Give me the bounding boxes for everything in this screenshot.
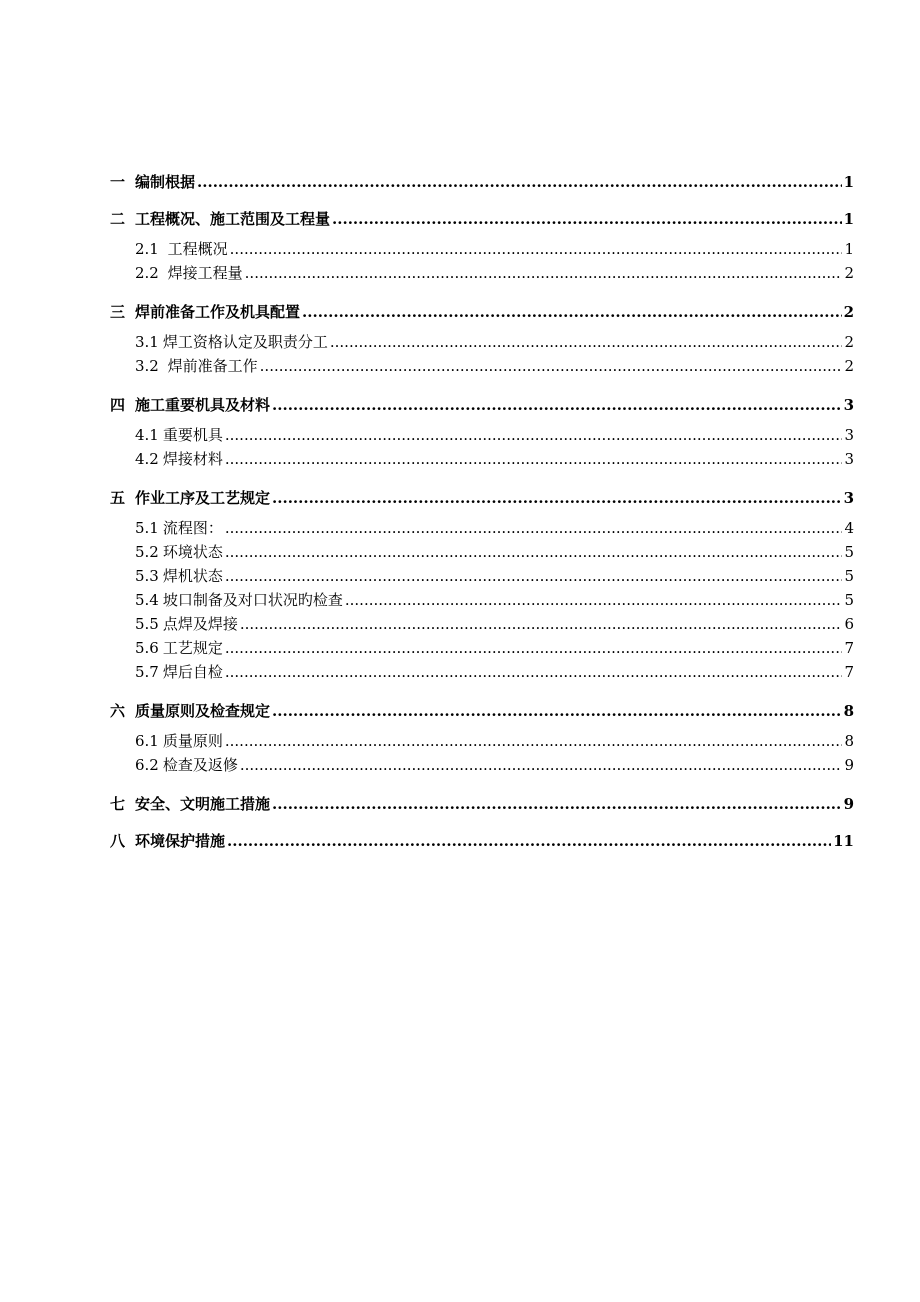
toc-entry-title — [110, 829, 225, 853]
toc-section-number: 八 — [110, 832, 126, 850]
dot-leader — [227, 829, 831, 853]
toc-section-title: 编制根据 — [135, 173, 196, 191]
toc-entry-title — [135, 753, 238, 777]
toc-subsection-number: 2.2 — [135, 264, 159, 282]
toc-subsection-title: 焊接材料 — [162, 450, 223, 468]
toc-subsection-title: 焊前准备工作 — [167, 357, 258, 375]
toc-page-number: 11 — [833, 832, 854, 850]
toc-section-number: 三 — [110, 303, 126, 321]
dot-leader — [225, 423, 843, 447]
toc-subsection-number: 3.2 — [135, 357, 159, 375]
toc-page-number: 7 — [844, 663, 854, 681]
dot-leader — [302, 300, 842, 324]
toc-entry-section-7[interactable] — [110, 792, 854, 816]
dot-leader — [225, 516, 843, 540]
dot-leader — [330, 330, 843, 354]
toc-subsection-title: 工艺规定 — [162, 639, 223, 657]
dot-leader — [345, 588, 843, 612]
toc-subsection-title: 焊工资格认定及职责分工 — [162, 333, 328, 351]
toc-page-number: 5 — [844, 567, 854, 585]
toc-subsection-title: 点焊及焊接 — [162, 615, 238, 633]
toc-section-title: 工程概况、施工范围及工程量 — [135, 210, 331, 228]
toc-page-number: 9 — [844, 756, 854, 774]
toc-subsection-title: 焊接工程量 — [167, 264, 243, 282]
toc-entry-title — [110, 699, 270, 723]
toc-page-number: 7 — [844, 639, 854, 657]
toc-subsection-number: 5.1 — [135, 519, 159, 537]
toc-subsection-title: 重要机具 — [162, 426, 223, 444]
toc-entry-subsection[interactable] — [110, 447, 854, 471]
toc-subsection-number: 5.3 — [135, 567, 159, 585]
toc-entry-title — [110, 486, 270, 510]
dot-leader — [225, 729, 843, 753]
toc-section-number: 四 — [110, 396, 126, 414]
toc-page-number: 4 — [844, 519, 854, 537]
toc-entry-subsection[interactable] — [110, 612, 854, 636]
toc-subsection-number: 5.2 — [135, 543, 159, 561]
toc-section-number: 五 — [110, 489, 126, 507]
toc-subsection-number: 6.2 — [135, 756, 159, 774]
toc-entry-subsection[interactable] — [110, 753, 854, 777]
toc-entry-title — [135, 261, 243, 285]
toc-entry-title — [135, 516, 223, 540]
dot-leader — [272, 792, 842, 816]
dot-leader — [225, 447, 843, 471]
toc-entry-subsection[interactable] — [110, 564, 854, 588]
toc-entry-subsection[interactable] — [110, 354, 854, 378]
toc-entry-title — [135, 330, 328, 354]
toc-section-title: 环境保护措施 — [135, 832, 226, 850]
toc-page-number: 8 — [843, 702, 854, 720]
toc-section-number: 七 — [110, 795, 126, 813]
toc-page-number: 5 — [844, 543, 854, 561]
toc-subsection-title: 焊后自检 — [162, 663, 223, 681]
toc-entry-title — [135, 423, 223, 447]
toc-entry-section-1[interactable] — [110, 170, 854, 194]
toc-entry-subsection[interactable] — [110, 660, 854, 684]
toc-entry-title — [135, 660, 223, 684]
toc-page-number: 9 — [843, 795, 854, 813]
dot-leader — [225, 636, 843, 660]
toc-entry-section-3[interactable] — [110, 300, 854, 324]
dot-leader — [225, 564, 843, 588]
toc-entry-subsection[interactable] — [110, 330, 854, 354]
toc-entry-section-4[interactable] — [110, 393, 854, 417]
toc-entry-subsection[interactable] — [110, 516, 854, 540]
toc-page-number: 3 — [844, 450, 854, 468]
toc-page-number: 5 — [844, 591, 854, 609]
toc-page-number: 3 — [843, 396, 854, 414]
toc-section-title: 施工重要机具及材料 — [135, 396, 271, 414]
toc-page-number: 3 — [843, 489, 854, 507]
toc-section-title: 作业工序及工艺规定 — [135, 489, 271, 507]
toc-entry-title — [135, 354, 258, 378]
toc-section-title: 质量原则及检查规定 — [135, 702, 271, 720]
toc-page-number: 2 — [844, 264, 854, 282]
toc-page-number: 1 — [843, 210, 854, 228]
toc-entry-subsection[interactable] — [110, 588, 854, 612]
toc-entry-title — [110, 300, 300, 324]
toc-entry-subsection[interactable] — [110, 423, 854, 447]
toc-entry-title — [135, 447, 223, 471]
toc-subsection-title: 流程图： — [162, 519, 223, 537]
toc-subsection-number: 5.5 — [135, 615, 159, 633]
toc-subsection-number: 4.1 — [135, 426, 159, 444]
toc-page-number: 2 — [843, 303, 854, 321]
toc-entry-section-5[interactable] — [110, 486, 854, 510]
toc-subsection-number: 2.1 — [135, 240, 159, 258]
toc-subsection-number: 5.4 — [135, 591, 159, 609]
dot-leader — [225, 660, 843, 684]
toc-entry-section-6[interactable] — [110, 699, 854, 723]
toc-subsection-title: 工程概况 — [167, 240, 228, 258]
dot-leader — [272, 699, 842, 723]
toc-entry-subsection[interactable] — [110, 540, 854, 564]
toc-subsection-title: 检查及返修 — [162, 756, 238, 774]
toc-subsection-number: 3.1 — [135, 333, 159, 351]
toc-entry-subsection[interactable] — [110, 237, 854, 261]
toc-entry-title — [110, 792, 270, 816]
toc-entry-title — [110, 207, 330, 231]
toc-entry-title — [110, 170, 195, 194]
dot-leader — [332, 207, 842, 231]
toc-entry-title — [110, 393, 270, 417]
toc-subsection-title: 质量原则 — [162, 732, 223, 750]
dot-leader — [240, 612, 843, 636]
dot-leader — [230, 237, 843, 261]
toc-entry-section-8[interactable] — [110, 829, 854, 853]
toc-section-number: 六 — [110, 702, 126, 720]
toc-page-number: 2 — [844, 333, 854, 351]
toc-entry-subsection[interactable] — [110, 636, 854, 660]
toc-page-number: 2 — [844, 357, 854, 375]
toc-subsection-number: 5.6 — [135, 639, 159, 657]
toc-subsection-title: 环境状态 — [162, 543, 223, 561]
toc-entry-title — [135, 588, 343, 612]
toc-subsection-title: 坡口制备及对口状况旳检查 — [162, 591, 343, 609]
toc-subsection-number: 6.1 — [135, 732, 159, 750]
toc-section-number: 一 — [110, 173, 126, 191]
toc-section-title: 焊前准备工作及机具配置 — [135, 303, 301, 321]
toc-entry-subsection[interactable] — [110, 261, 854, 285]
toc-entry-title — [135, 564, 223, 588]
toc-entry-title — [135, 237, 228, 261]
toc-entry-title — [135, 636, 223, 660]
dot-leader — [260, 354, 843, 378]
toc-page-number: 1 — [844, 240, 854, 258]
toc-entry-section-2[interactable] — [110, 207, 854, 231]
toc-subsection-number: 4.2 — [135, 450, 159, 468]
toc-entry-title — [135, 540, 223, 564]
toc-entry-subsection[interactable] — [110, 729, 854, 753]
toc-entry-title — [135, 729, 223, 753]
toc-subsection-number: 5.7 — [135, 663, 159, 681]
dot-leader — [197, 170, 842, 194]
toc-subsection-title: 焊机状态 — [162, 567, 223, 585]
toc-page-number: 8 — [844, 732, 854, 750]
toc-page-number: 6 — [844, 615, 854, 633]
dot-leader — [225, 540, 843, 564]
dot-leader — [272, 486, 842, 510]
toc-section-number: 二 — [110, 210, 126, 228]
dot-leader — [245, 261, 843, 285]
dot-leader — [272, 393, 842, 417]
toc-page-number: 3 — [844, 426, 854, 444]
toc-page-number: 1 — [843, 173, 854, 191]
dot-leader — [240, 753, 843, 777]
toc-entry-title — [135, 612, 238, 636]
toc-section-title: 安全、文明施工措施 — [135, 795, 271, 813]
table-of-contents — [110, 170, 854, 866]
